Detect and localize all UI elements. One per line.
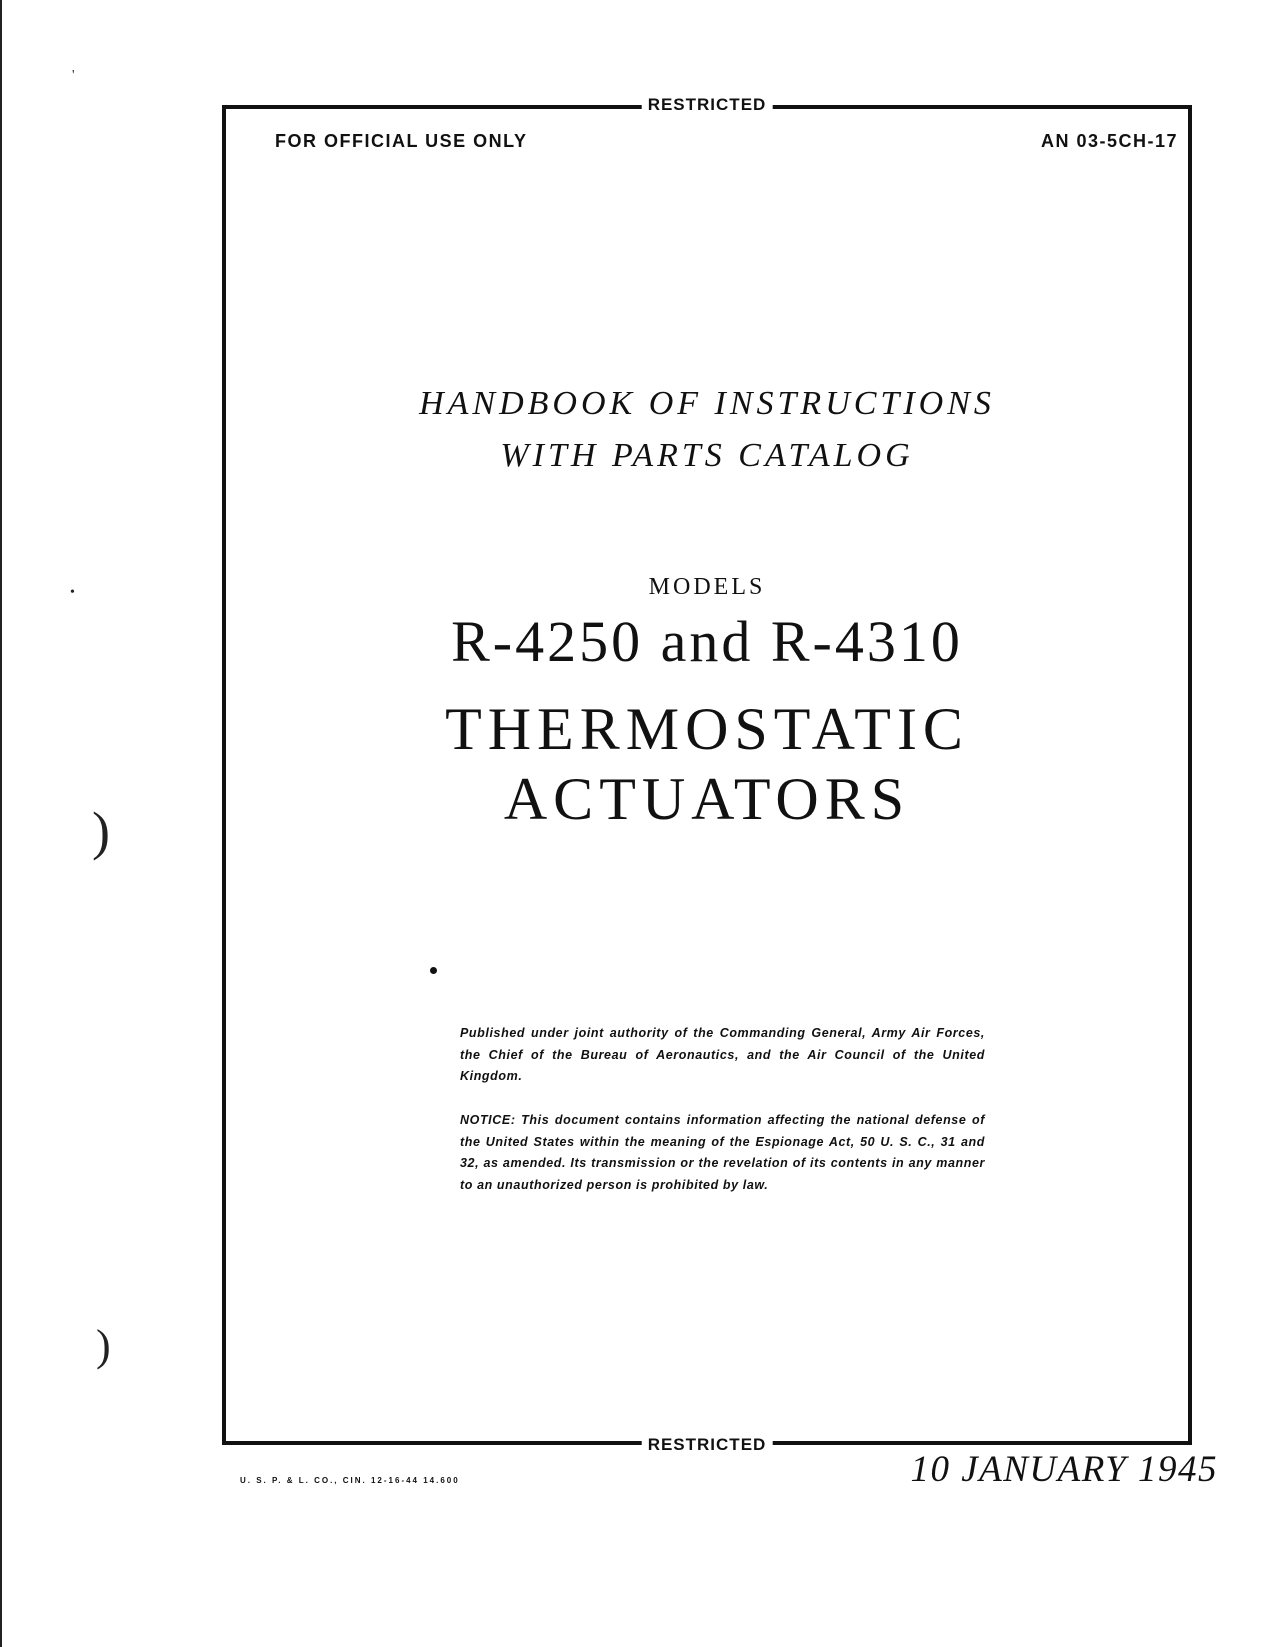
document-number: AN 03-5CH-17 [1040, 131, 1178, 151]
handbook-line-2: WITH PARTS CATALOG [500, 437, 914, 474]
scan-edge [0, 0, 2, 1647]
handbook-heading [222, 378, 1192, 482]
title-line-2: ACTUATORS [503, 766, 911, 832]
binder-hole-mark: ) [92, 801, 110, 861]
scan-speck: ' [72, 68, 75, 83]
model-numbers: R-4250 and R-4310 [451, 609, 963, 674]
publication-date: 10 JANUARY 1945 [910, 1449, 1218, 1490]
espionage-notice: NOTICE: This document contains information affecting the national defense of the United States within the meaning of the Espionage Act, 50 U. S. C., 31 and 32, as amended. Its transmission or the revelation of its contents in any manner to an unauthorized person is prohibited by law. [460, 1113, 985, 1192]
scan-speck: • [70, 585, 75, 600]
binder-hole-mark: ) [96, 1321, 111, 1370]
authority-statement: Published under joint authority of the Commanding General, Army Air Forces, the Chief of the Bureau of Aeronautics, and the Air Council of the United Kingdom. [460, 1026, 985, 1083]
bottom-restricted-label: RESTRICTED [642, 1435, 773, 1455]
bullet-mark [430, 967, 437, 974]
official-use-label: FOR OFFICIAL USE ONLY [275, 131, 528, 151]
models-label: MODELS [648, 574, 766, 600]
top-restricted-label: RESTRICTED [642, 95, 773, 115]
handbook-line-1: HANDBOOK OF INSTRUCTIONS [419, 385, 995, 422]
printer-imprint: U. S. P. & L. CO., CIN. 12-16-44 14.600 [240, 1476, 460, 1485]
document-title [222, 694, 1192, 834]
title-line-1: THERMOSTATIC [445, 696, 969, 762]
